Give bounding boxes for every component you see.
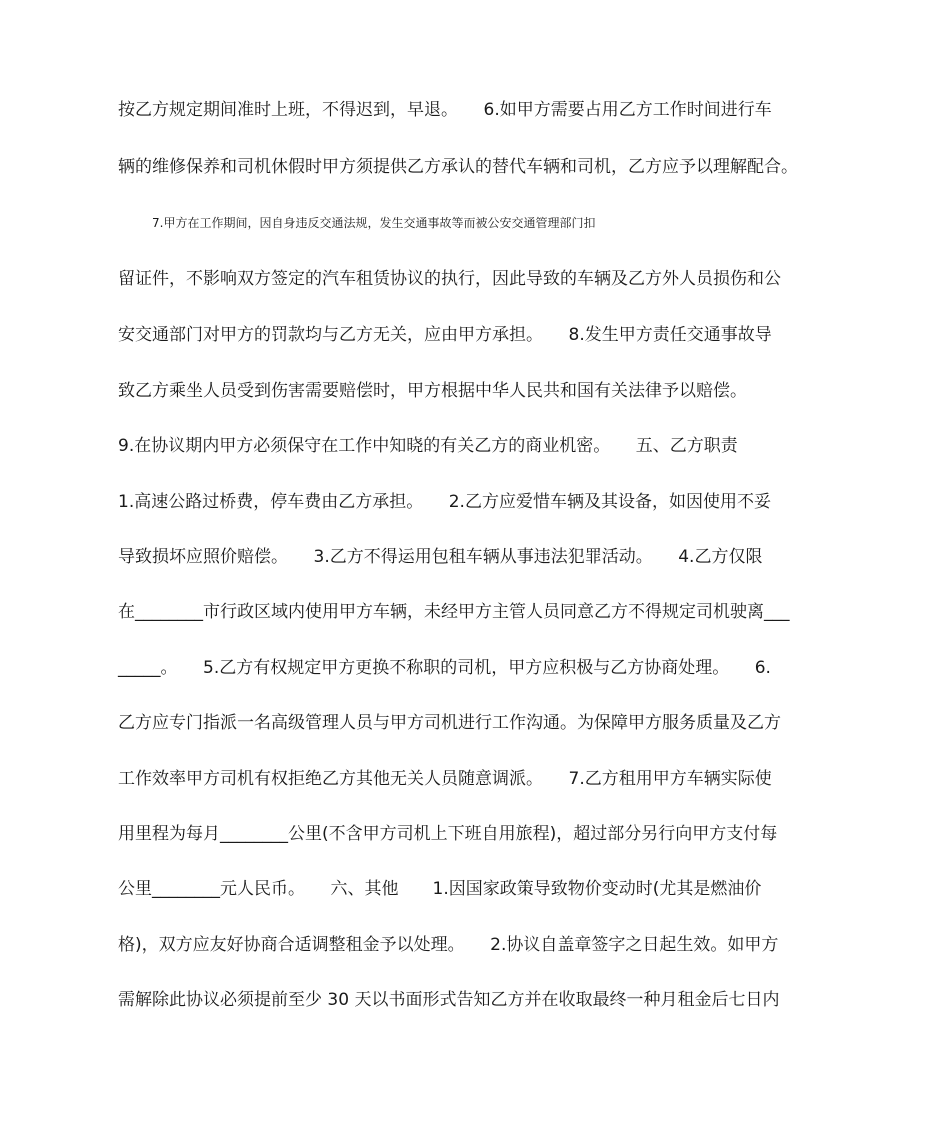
- text-line-4: 留证件，不影响双方签定的汽车租赁协议的执行，因此导致的车辆及乙方外人员损伤和公: [118, 269, 781, 289]
- text-line-6: 致乙方乘坐人员受到伤害需要赔偿时，甲方根据中华人民共和国有关法律予以赔偿。: [118, 381, 747, 401]
- text-line-7: 9.在协议期内甲方必须保守在工作中知晓的有关乙方的商业机密。 五、乙方职责: [118, 436, 738, 456]
- text-line-8: 1.高速公路过桥费，停车费由乙方承担。 2.乙方应爱惜车辆及其设备，如因使用不妥: [118, 492, 771, 512]
- text-line-9: 导致损坏应照价赔偿。 3.乙方不得运用包租车辆从事违法犯罪活动。 4.乙方仅限: [118, 547, 763, 567]
- text-line-13: 工作效率甲方司机有权拒绝乙方其他无关人员随意调派。 7.乙方租用甲方车辆实际使: [118, 769, 772, 789]
- text-line-5: 安交通部门对甲方的罚款均与乙方无关，应由甲方承担。 8.发生甲方责任交通事故导: [118, 325, 772, 345]
- text-line-16: 格)，双方应友好协商合适调整租金予以处理。 2.协议自盖章签字之日起生效。如甲方: [118, 935, 779, 955]
- text-line-3: 7.甲方在工作期间，因自身违反交通法规，发生交通事故等而被公安交通管理部门扣: [152, 216, 596, 230]
- text-line-14: 用里程为每月________公里(不含甲方司机上下班自用旅程)，超过部分另行向甲方支付每: [118, 824, 778, 844]
- text-line-10: 在________市行政区域内使用甲方车辆，未经甲方主管人员同意乙方不得规定司机驶离___: [118, 602, 790, 622]
- text-line-17: 需解除此协议必须提前至少 30 天以书面形式告知乙方并在收取最终一种月租金后七日内: [118, 990, 780, 1010]
- text-line-2: 辆的维修保养和司机休假时甲方须提供乙方承认的替代车辆和司机，乙方应予以理解配合。: [118, 157, 798, 177]
- text-line-15: 公里________元人民币。 六、其他 1.因国家政策导致物价变动时(尤其是燃油价: [118, 879, 762, 899]
- text-line-1: 按乙方规定期间准时上班，不得迟到，早退。 6.如甲方需要占用乙方工作时间进行车: [118, 100, 772, 120]
- text-line-12: 乙方应专门指派一名高级管理人员与甲方司机进行工作沟通。为保障甲方服务质量及乙方: [118, 713, 781, 733]
- text-line-11: _____。 5.乙方有权规定甲方更换不称职的司机，甲方应积极与乙方协商处理。 6.: [118, 658, 771, 678]
